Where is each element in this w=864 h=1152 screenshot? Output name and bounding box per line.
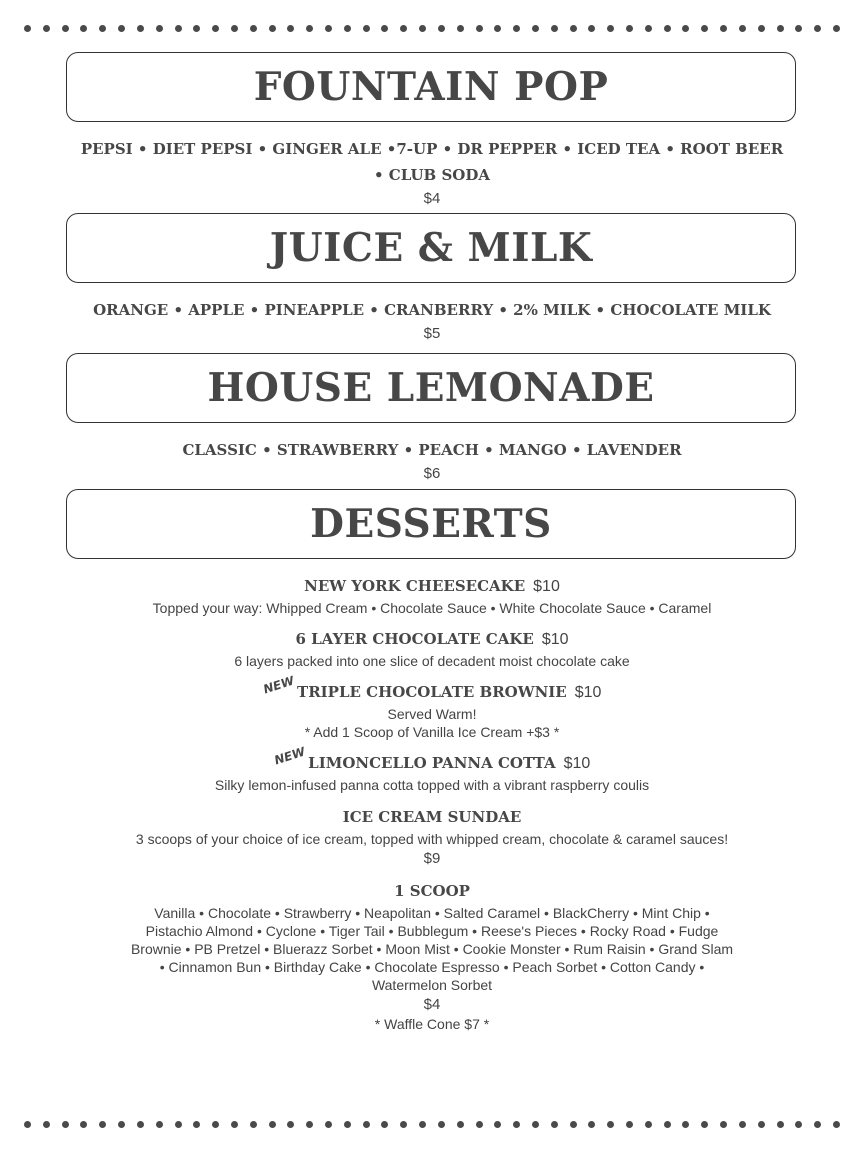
one-scoop-price: $4 (423, 996, 441, 1013)
fountain-pop-items (80, 136, 784, 188)
border-dot (701, 25, 708, 32)
flavor-line-3: Brownie • PB Pretzel • Bluerazz Sorbet • Moon Mist • Cookie Monster • Rum Raisin • Grand Slam (130, 941, 734, 957)
border-dot (758, 25, 765, 32)
border-dot (62, 25, 69, 32)
house-lemonade-title: HOUSE LEMONADE (207, 365, 655, 411)
border-dot (269, 25, 276, 32)
border-dot (607, 25, 614, 32)
border-dot (570, 1121, 577, 1128)
border-dot (400, 1121, 407, 1128)
brownie-addon: * Add 1 Scoop of Vanilla Ice Cream +$3 * (304, 724, 560, 740)
border-dot (175, 25, 182, 32)
juice-milk-items: ORANGE • APPLE • PINEAPPLE • CRANBERRY • 2% MILK • CHOCOLATE MILK (93, 301, 771, 319)
border-dot (99, 25, 106, 32)
border-dot (438, 25, 445, 32)
border-dot (287, 1121, 294, 1128)
border-dot (287, 25, 294, 32)
flavor-line-2: Pistachio Almond • Cyclone • Tiger Tail • Bubblegum • Reese's Pieces • Rocky Road • Fudge (145, 923, 719, 939)
border-dot (193, 1121, 200, 1128)
border-dot (833, 1121, 840, 1128)
dessert-chocolate-cake (0, 627, 864, 670)
flavor-line-1: Vanilla • Chocolate • Strawberry • Neapolitan • Salted Caramel • BlackCherry • Mint Chip • (154, 905, 710, 921)
border-dot (739, 25, 746, 32)
border-dot (626, 25, 633, 32)
border-dot (664, 1121, 671, 1128)
border-dot (325, 1121, 332, 1128)
border-dot (118, 25, 125, 32)
dessert-one-scoop (0, 879, 864, 1033)
fountain-pop-section (0, 136, 864, 210)
border-dot (494, 25, 501, 32)
border-dot (607, 1121, 614, 1128)
one-scoop-name: 1 SCOOP (394, 882, 470, 900)
border-dot (306, 25, 313, 32)
border-dot (645, 1121, 652, 1128)
border-dot (513, 1121, 520, 1128)
border-dot (62, 1121, 69, 1128)
chocolate-cake-price: $10 (541, 631, 569, 648)
flavor-list (78, 904, 786, 994)
border-dot (457, 25, 464, 32)
border-dot (532, 1121, 539, 1128)
border-dot (588, 1121, 595, 1128)
border-dot (344, 1121, 351, 1128)
desserts-title: DESSERTS (310, 501, 552, 547)
juice-milk-section (0, 297, 864, 345)
border-dot (43, 25, 50, 32)
border-dot (513, 25, 520, 32)
border-dot (701, 1121, 708, 1128)
juice-milk-banner (66, 213, 796, 283)
house-lemonade-items: CLASSIC • STRAWBERRY • PEACH • MANGO • LAVENDER (182, 441, 682, 459)
border-dot (24, 1121, 31, 1128)
border-dot (476, 25, 483, 32)
border-dot (381, 25, 388, 32)
border-dot (99, 1121, 106, 1128)
border-dot (476, 1121, 483, 1128)
house-lemonade-section (0, 437, 864, 485)
dessert-sundae (0, 805, 864, 869)
border-dot (137, 25, 144, 32)
brownie-price: $10 (574, 684, 602, 701)
fountain-pop-items-line2: • CLUB SODA (373, 166, 490, 184)
border-dot (118, 1121, 125, 1128)
sundae-desc: 3 scoops of your choice of ice cream, topped with whipped cream, chocolate & caramel sauces! (135, 831, 729, 847)
border-dot (682, 25, 689, 32)
dessert-panna-cotta (0, 744, 864, 794)
dessert-cheesecake (0, 574, 864, 617)
top-dot-border (24, 24, 840, 32)
fountain-pop-items-line1: PEPSI • DIET PEPSI • GINGER ALE •7-UP • DR PEPPER • ICED TEA • ROOT BEER (80, 140, 784, 158)
cheesecake-desc: Topped your way: Whipped Cream • Chocolate Sauce • White Chocolate Sauce • Caramel (152, 600, 712, 616)
border-dot (80, 25, 87, 32)
flavor-line-5: Watermelon Sorbet (371, 977, 493, 993)
border-dot (814, 25, 821, 32)
flavor-line-4: • Cinnamon Bun • Birthday Cake • Chocolate Espresso • Peach Sorbet • Cotton Candy • (159, 959, 705, 975)
house-lemonade-price: $6 (423, 465, 441, 482)
border-dot (720, 1121, 727, 1128)
border-dot (419, 1121, 426, 1128)
border-dot (814, 1121, 821, 1128)
border-dot (250, 25, 257, 32)
border-dot (175, 1121, 182, 1128)
border-dot (80, 1121, 87, 1128)
juice-milk-price: $5 (423, 325, 441, 342)
border-dot (419, 25, 426, 32)
border-dot (137, 1121, 144, 1128)
desserts-banner (66, 489, 796, 559)
cheesecake-price: $10 (533, 578, 560, 595)
fountain-pop-title: FOUNTAIN POP (253, 64, 609, 110)
brownie-name: TRIPLE CHOCOLATE BROWNIE (297, 683, 567, 701)
chocolate-cake-desc: 6 layers packed into one slice of decadent moist chocolate cake (234, 653, 630, 669)
border-dot (833, 25, 840, 32)
border-dot (24, 25, 31, 32)
border-dot (551, 1121, 558, 1128)
sundae-name: ICE CREAM SUNDAE (342, 808, 522, 826)
house-lemonade-banner (66, 353, 796, 423)
border-dot (269, 1121, 276, 1128)
border-dot (588, 25, 595, 32)
border-dot (212, 1121, 219, 1128)
border-dot (344, 25, 351, 32)
border-dot (532, 25, 539, 32)
border-dot (400, 25, 407, 32)
border-dot (682, 1121, 689, 1128)
sundae-price: $9 (423, 850, 441, 867)
panna-cotta-price: $10 (563, 755, 591, 772)
border-dot (438, 1121, 445, 1128)
border-dot (739, 1121, 746, 1128)
fountain-pop-banner (66, 52, 796, 122)
dessert-brownie (0, 673, 864, 741)
border-dot (43, 1121, 50, 1128)
waffle-cone-note: * Waffle Cone $7 * (374, 1016, 490, 1032)
border-dot (777, 25, 784, 32)
border-dot (156, 1121, 163, 1128)
border-dot (381, 1121, 388, 1128)
juice-milk-title: JUICE & MILK (269, 225, 593, 271)
border-dot (193, 25, 200, 32)
border-dot (777, 1121, 784, 1128)
cheesecake-name: NEW YORK CHEESECAKE (304, 577, 526, 595)
fountain-pop-price: $4 (423, 190, 441, 207)
border-dot (457, 1121, 464, 1128)
border-dot (231, 1121, 238, 1128)
border-dot (551, 25, 558, 32)
border-dot (250, 1121, 257, 1128)
border-dot (306, 1121, 313, 1128)
border-dot (494, 1121, 501, 1128)
panna-cotta-new-badge: NEW (272, 744, 307, 768)
bottom-dot-border (24, 1120, 840, 1128)
border-dot (720, 25, 727, 32)
panna-cotta-desc: Silky lemon-infused panna cotta topped with a vibrant raspberry coulis (214, 777, 650, 793)
border-dot (795, 25, 802, 32)
border-dot (363, 1121, 370, 1128)
border-dot (231, 25, 238, 32)
panna-cotta-name: LIMONCELLO PANNA COTTA (308, 754, 556, 772)
brownie-new-badge: NEW (261, 673, 296, 697)
border-dot (664, 25, 671, 32)
border-dot (758, 1121, 765, 1128)
border-dot (795, 1121, 802, 1128)
border-dot (212, 25, 219, 32)
border-dot (325, 25, 332, 32)
brownie-desc: Served Warm! (387, 706, 477, 722)
border-dot (156, 25, 163, 32)
border-dot (626, 1121, 633, 1128)
border-dot (570, 25, 577, 32)
border-dot (363, 25, 370, 32)
chocolate-cake-name: 6 LAYER CHOCOLATE CAKE (295, 630, 534, 648)
border-dot (645, 25, 652, 32)
